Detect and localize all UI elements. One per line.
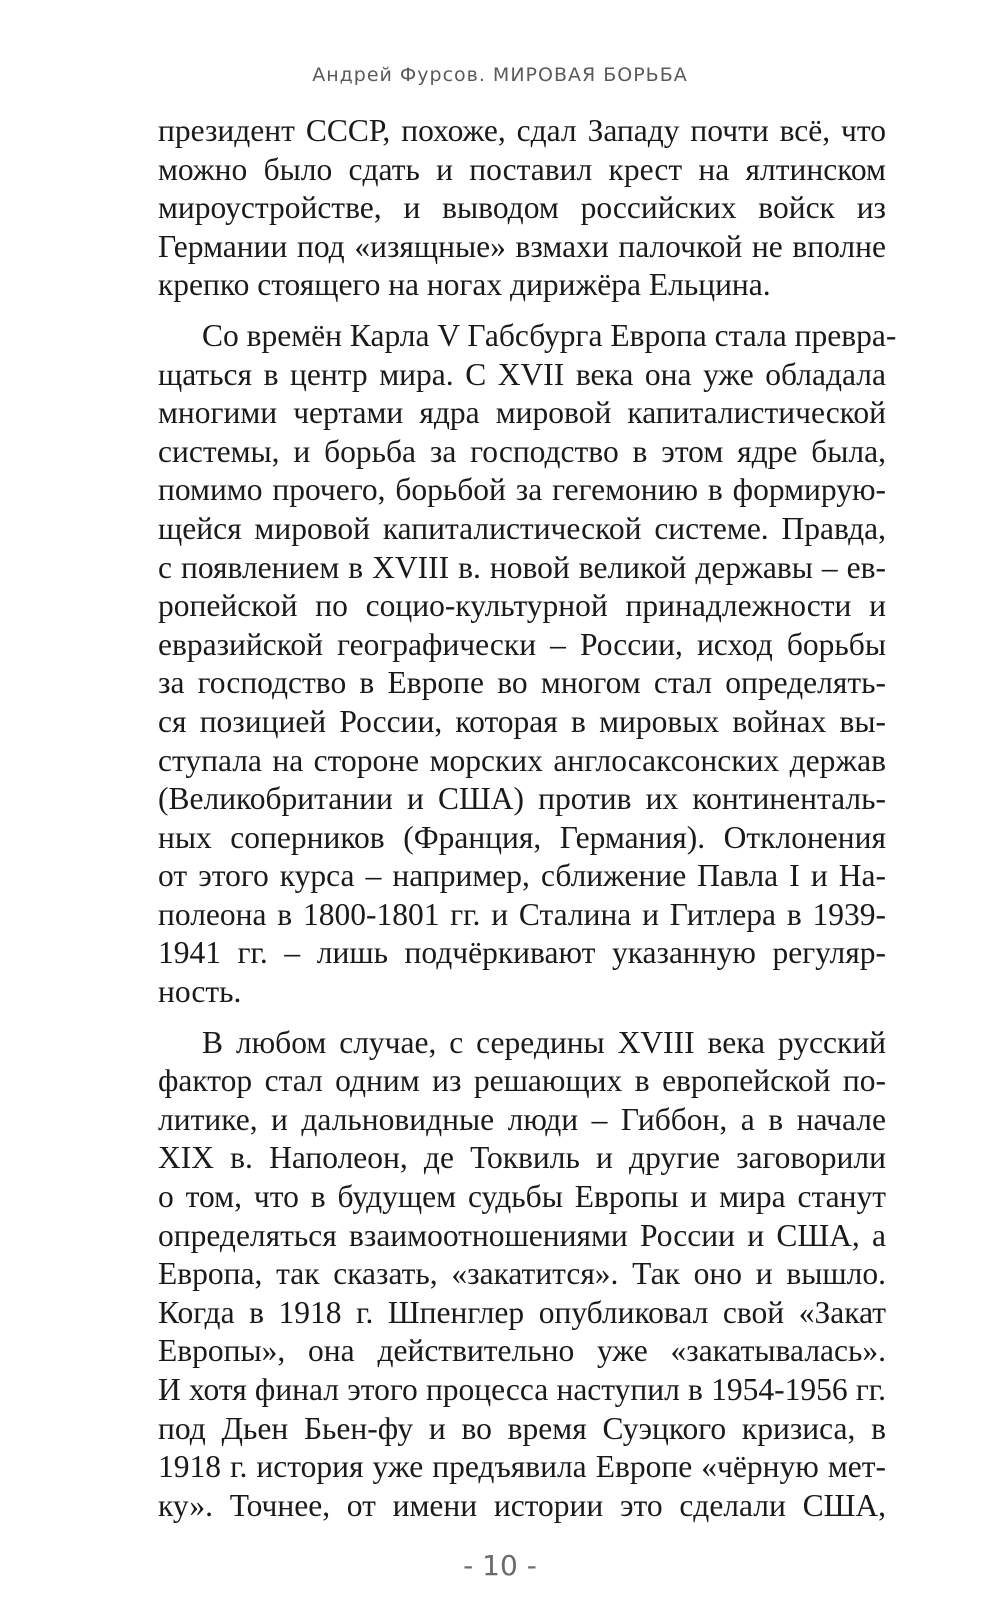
- text-line: с появлением в XVIII в. новой великой державы – ев-: [158, 549, 886, 585]
- text-line: (Великобритании и США) против их континенталь-: [158, 781, 886, 817]
- paragraph-2: [158, 317, 897, 1012]
- text-line: ку». Точнее, от имени истории это сделали США,: [158, 1487, 886, 1523]
- text-line: Европа, так сказать, «закатится». Так оно и вышло.: [158, 1256, 886, 1292]
- text-line: 1918 г. история уже предъявила Европе «чёрную мет-: [158, 1449, 886, 1485]
- text-line: 1941 гг. – лишь подчёркивают указанную регуляр-: [158, 935, 886, 971]
- text-line: под Дьен Бьен-фу и во время Суэцкого кризиса, в: [158, 1410, 886, 1446]
- text-line: ся позицией России, которая в мировых войнах вы-: [158, 703, 886, 739]
- text-line: мироустройстве, и выводом российских войск из: [158, 190, 886, 226]
- text-line: за господство в Европе во многом стал определять-: [158, 665, 886, 701]
- text-line: Когда в 1918 г. Шпенглер опубликовал свой «Закат: [158, 1294, 886, 1330]
- text-line: фактор стал одним из решающих в европейской по-: [158, 1063, 886, 1099]
- text-line: можно было сдать и поставил крест на ялтинском: [158, 151, 886, 187]
- page-number: - 10 -: [463, 1549, 537, 1582]
- paragraph-1: [158, 112, 886, 305]
- text-line: системы, и борьба за господство в этом ядре была,: [158, 433, 886, 469]
- text-line: Европы», она действительно уже «закатывалась».: [158, 1333, 886, 1369]
- body-text: [158, 112, 897, 1537]
- text-line: щейся мировой капиталистической системе. Правда,: [158, 510, 886, 546]
- text-line: от этого курса – например, сближение Павла I и На-: [158, 858, 886, 894]
- text-line: щаться в центр мира. С XVII века она уже обладала: [158, 356, 886, 392]
- paragraph-3: [158, 1024, 886, 1526]
- text-line: евразийской географически – России, исход борьбы: [158, 626, 886, 662]
- text-line: ропейской по социо-культурной принадлежности и: [158, 588, 886, 624]
- text-line: ных соперников (Франция, Германия). Отклонения: [158, 819, 886, 855]
- text-line: XIX в. Наполеон, де Токвиль и другие заговорили: [158, 1140, 886, 1176]
- text-line: В любом случае, с середины XVIII века русский: [202, 1024, 886, 1060]
- text-line: помимо прочего, борьбой за гегемонию в формирую-: [158, 472, 886, 508]
- text-line: полеона в 1800-1801 гг. и Сталина и Гитлера в 1939-: [158, 896, 886, 932]
- text-line: определяться взаимоотношениями России и США, а: [158, 1217, 886, 1253]
- text-line: крепко стоящего на ногах дирижёра Ельцина.: [158, 267, 771, 303]
- text-line: Германии под «изящные» взмахи палочкой не вполне: [158, 228, 886, 264]
- text-line: литике, и дальновидные люди – Гиббон, а в начале: [158, 1101, 886, 1137]
- text-line: И хотя финал этого процесса наступил в 1954-1956 гг.: [158, 1372, 886, 1407]
- text-line: многими чертами ядра мировой капиталистической: [158, 395, 886, 431]
- text-line: Со времён Карла V Габсбурга Европа стала превра-: [202, 317, 897, 353]
- text-line: о том, что в будущем судьбы Европы и мира станут: [158, 1179, 886, 1215]
- running-header: Андрей Фурсов. МИРОВАЯ БОРЬБА: [312, 64, 688, 86]
- text-line: президент СССР, похоже, сдал Западу почти всё, что: [158, 113, 886, 148]
- text-line: ступала на стороне морских англосаксонских держав: [158, 742, 886, 778]
- text-line: ность.: [158, 974, 242, 1010]
